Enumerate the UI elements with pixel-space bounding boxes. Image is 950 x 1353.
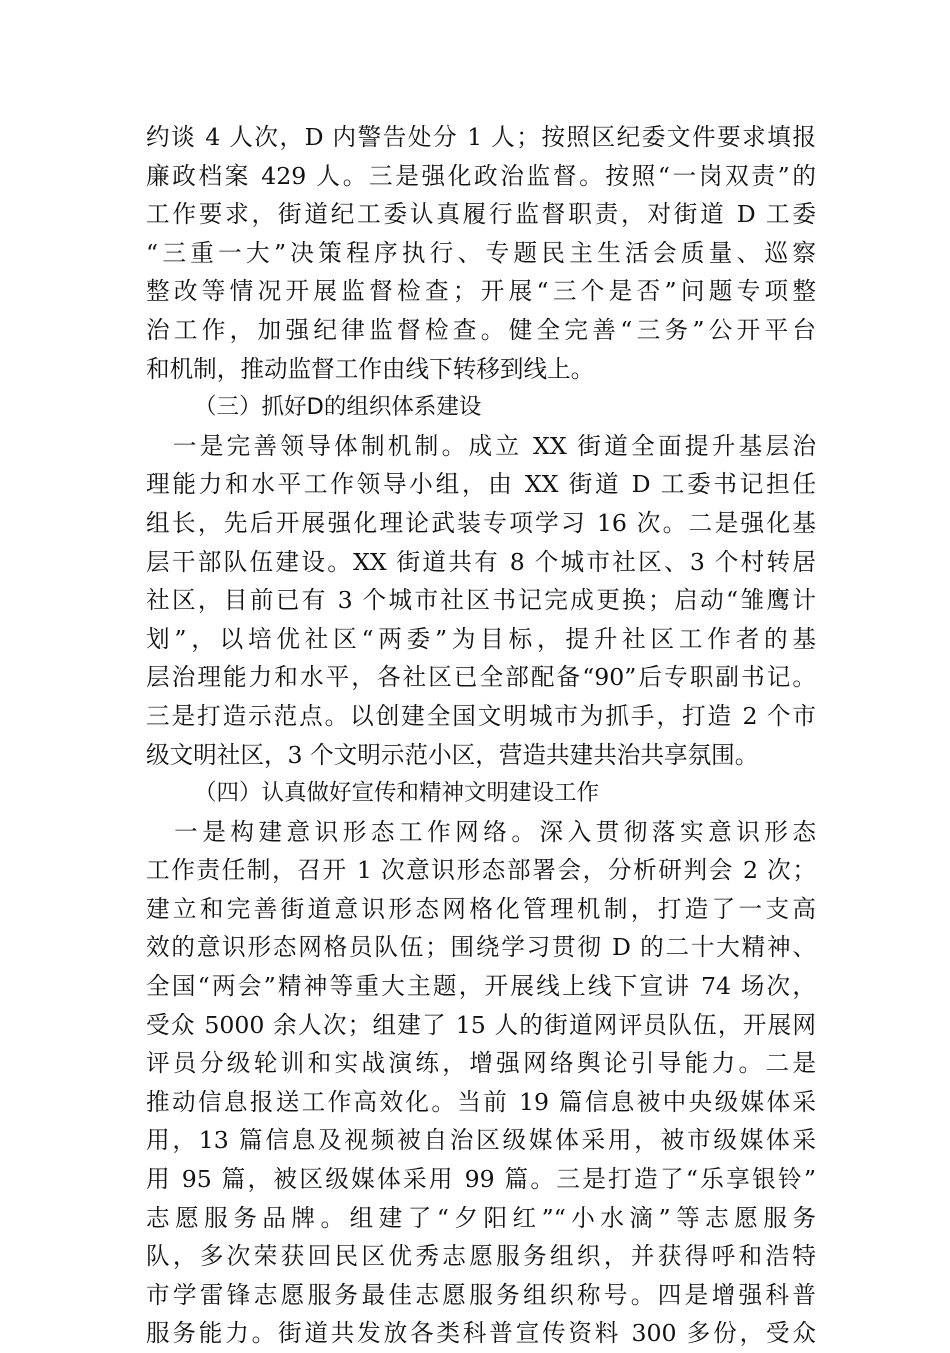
body-line: 市学雷锋志愿服务最佳志愿服务组织称号。四是增强科普 xyxy=(146,1280,816,1309)
body-line: 组长，先后开展强化理论武装专项学习 16 次。二是强化基 xyxy=(146,508,816,537)
body-line: 社区，目前已有 3 个城市社区书记完成更换；启动“雏鹰计 xyxy=(146,586,816,615)
body-line: 建立和完善街道意识形态网格化管理机制，打造了一支高 xyxy=(146,894,816,923)
body-line: 全国“两会”精神等重大主题，开展线上线下宣讲 74 场次， xyxy=(146,972,816,1001)
body-line: 志愿服务品牌。组建了“夕阳红”“小水滴”等志愿服务 xyxy=(146,1203,816,1232)
body-line: 廉政档案 429 人。三是强化政治监督。按照“一岗双责”的 xyxy=(146,161,816,190)
section-heading-4: （四）认真做好宣传和精神文明建设工作 xyxy=(194,780,600,807)
body-line: 整改等情况开展监督检查；开展“三个是否”问题专项整 xyxy=(146,277,816,306)
body-line: 理能力和水平工作领导小组，由 XX 街道 D 工委书记担任 xyxy=(146,470,816,499)
document-page xyxy=(146,118,816,1353)
body-line: 用 95 篇，被区级媒体采用 99 篇。三是打造了“乐享银铃” xyxy=(146,1165,816,1194)
body-line: 一是完善领导体制机制。成立 XX 街道全面提升基层治 xyxy=(146,431,816,460)
body-line: 层治理能力和水平，各社区已全部配备“90”后专职副书记。 xyxy=(146,663,816,692)
body-line: “三重一大”决策程序执行、专题民主生活会质量、巡察 xyxy=(146,238,816,267)
body-line: 效的意识形态网格员队伍；围绕学习贯彻 D 的二十大精神、 xyxy=(146,933,816,962)
body-line: 工作责任制，召开 1 次意识形态部署会，分析研判会 2 次； xyxy=(146,856,816,885)
body-line: 评员分级轮训和实战演练，增强网络舆论引导能力。二是 xyxy=(146,1049,816,1078)
body-line: 约谈 4 人次，D 内警告处分 1 人；按照区纪委文件要求填报 xyxy=(146,123,816,151)
body-line: 划”，以培优社区“两委”为目标，提升社区工作者的基 xyxy=(146,624,816,653)
body-line: 层干部队伍建设。XX 街道共有 8 个城市社区、3 个村转居 xyxy=(146,547,816,576)
body-line: 级文明社区，3 个文明示范小区，营造共建共治共享氛围。 xyxy=(146,740,759,769)
body-line: 三是打造示范点。以创建全国文明城市为抓手，打造 2 个市 xyxy=(146,701,816,730)
body-line: 用，13 篇信息及视频被自治区级媒体采用，被市级媒体采 xyxy=(146,1126,816,1155)
body-line: 工作要求，街道纪工委认真履行监督职责，对街道 D 工委 xyxy=(146,200,816,229)
body-line: 服务能力。街道共发放各类科普宣传资料 300 多份，受众 xyxy=(146,1319,816,1348)
body-line: 和机制，推动监督工作由线下转移到线上。 xyxy=(146,354,595,383)
section-heading-3: （三）抓好D的组织体系建设 xyxy=(194,394,482,421)
body-line: 受众 5000 余人次；组建了 15 人的街道网评员队伍，开展网 xyxy=(146,1010,816,1039)
body-line: 治工作，加强纪律监督检查。健全完善“三务”公开平台 xyxy=(146,315,816,344)
body-line: 一是构建意识形态工作网络。深入贯彻落实意识形态 xyxy=(146,817,816,846)
body-line: 推动信息报送工作高效化。当前 19 篇信息被中央级媒体采 xyxy=(146,1087,816,1116)
body-line: 队，多次荣获回民区优秀志愿服务组织，并获得呼和浩特 xyxy=(146,1242,816,1271)
